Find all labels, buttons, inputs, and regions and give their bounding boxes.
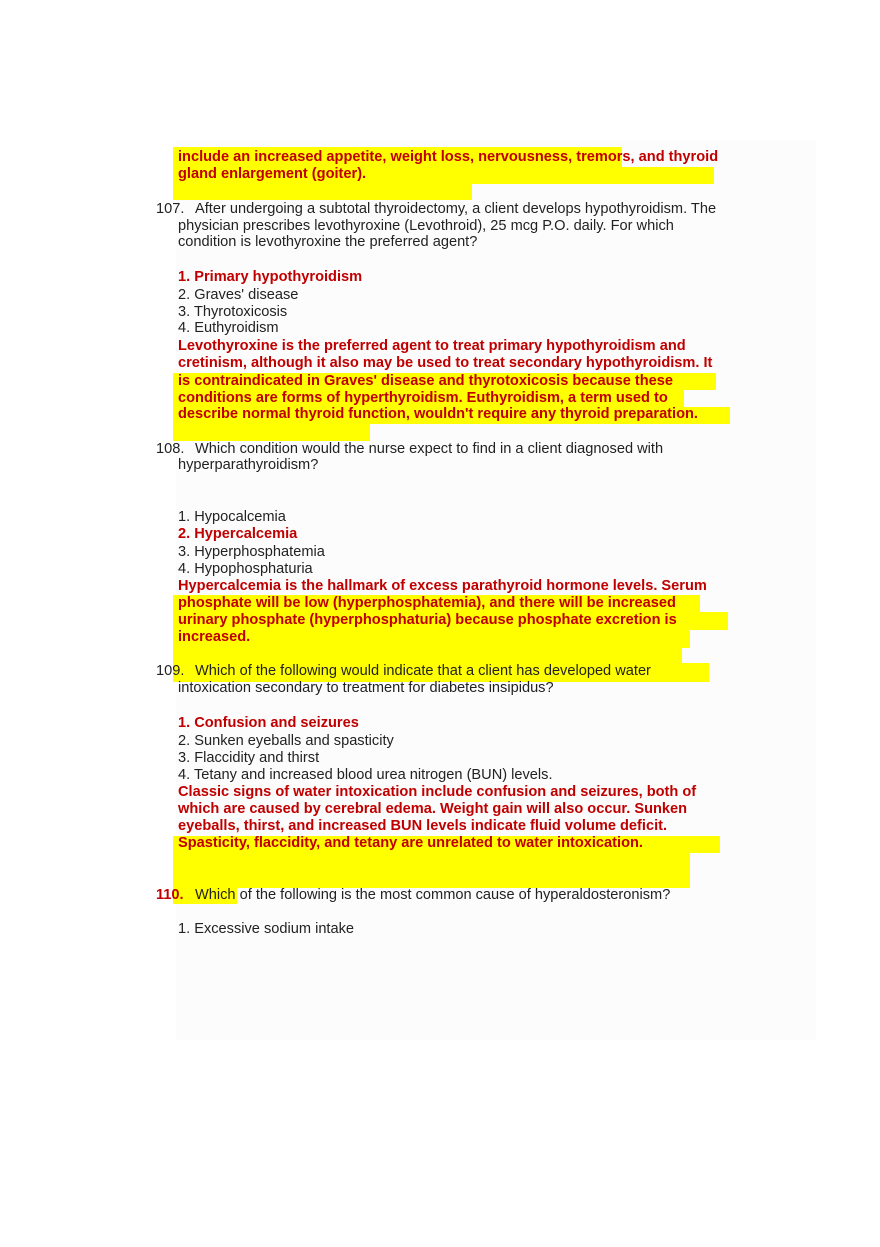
explanation: increased. — [178, 629, 251, 645]
explanation: urinary phosphate (hyperphosphaturia) because phosphate excretion is — [178, 612, 677, 628]
option: 1. Hypocalcemia — [178, 509, 286, 525]
highlight — [173, 853, 690, 888]
option: 3. Thyrotoxicosis — [178, 304, 288, 320]
intro-line: gland enlargement (goiter). — [178, 166, 367, 182]
explanation: cretinism, although it also may be used to treat secondary hypothyroidism. It — [178, 355, 713, 371]
explanation: phosphate will be low (hyperphosphatemia), and there will be increased — [178, 595, 676, 611]
question-text: intoxication secondary to treatment for diabetes insipidus? — [178, 680, 554, 696]
explanation: which are caused by cerebral edema. Weight gain will also occur. Sunken — [178, 801, 688, 817]
option: 2. Sunken eyeballs and spasticity — [178, 733, 394, 749]
option-correct: 1. Primary hypothyroidism — [178, 269, 363, 285]
explanation: Spasticity, flaccidity, and tetany are unrelated to water intoxication. — [178, 835, 643, 851]
option: 3. Hyperphosphatemia — [178, 544, 325, 560]
question-number: 107. — [156, 201, 185, 217]
highlight — [173, 183, 472, 200]
question-text: hyperparathyroidism? — [178, 457, 319, 473]
highlight — [173, 424, 370, 441]
explanation: Levothyroxine is the preferred agent to treat primary hypothyroidism and — [178, 338, 686, 354]
explanation: eyeballs, thirst, and increased BUN levels indicate fluid volume deficit. — [178, 818, 668, 834]
option-correct: 2. Hypercalcemia — [178, 526, 298, 542]
option: 3. Flaccidity and thirst — [178, 750, 320, 766]
highlight — [173, 630, 690, 648]
highlight — [173, 648, 682, 664]
question-number: 109. — [156, 663, 185, 679]
question-number: 110. — [156, 887, 184, 903]
option-correct: 1. Confusion and seizures — [178, 715, 359, 731]
option: 2. Graves' disease — [178, 287, 299, 303]
explanation: is contraindicated in Graves' disease and thyrotoxicosis because these — [178, 373, 673, 389]
option: 1. Excessive sodium intake — [178, 921, 355, 937]
question-number: 108. — [156, 441, 185, 457]
question-text: After undergoing a subtotal thyroidectomy, a client develops hypothyroidism. The — [195, 201, 717, 217]
intro-line: include an increased appetite, weight loss, nervousness, tremors, and thyroid — [178, 149, 719, 165]
option: 4. Hypophosphaturia — [178, 561, 313, 577]
question-text: Which of the following is the most common cause of hyperaldosteronism? — [195, 887, 671, 903]
explanation: Classic signs of water intoxication include confusion and seizures, both of — [178, 784, 697, 800]
question-text: Which condition would the nurse expect to find in a client diagnosed with — [195, 441, 664, 457]
explanation: describe normal thyroid function, wouldn't require any thyroid preparation. — [178, 406, 698, 422]
option: 4. Tetany and increased blood urea nitrogen (BUN) levels. — [178, 767, 553, 783]
question-text: Which of the following would indicate that a client has developed water — [195, 663, 651, 679]
explanation: Hypercalcemia is the hallmark of excess parathyroid hormone levels. Serum — [178, 578, 707, 594]
explanation: conditions are forms of hyperthyroidism. Euthyroidism, a term used to — [178, 390, 668, 406]
question-text: physician prescribes levothyroxine (Levothroid), 25 mcg P.O. daily. For which — [178, 218, 674, 234]
question-text: condition is levothyroxine the preferred agent? — [178, 234, 478, 250]
option: 4. Euthyroidism — [178, 320, 279, 336]
